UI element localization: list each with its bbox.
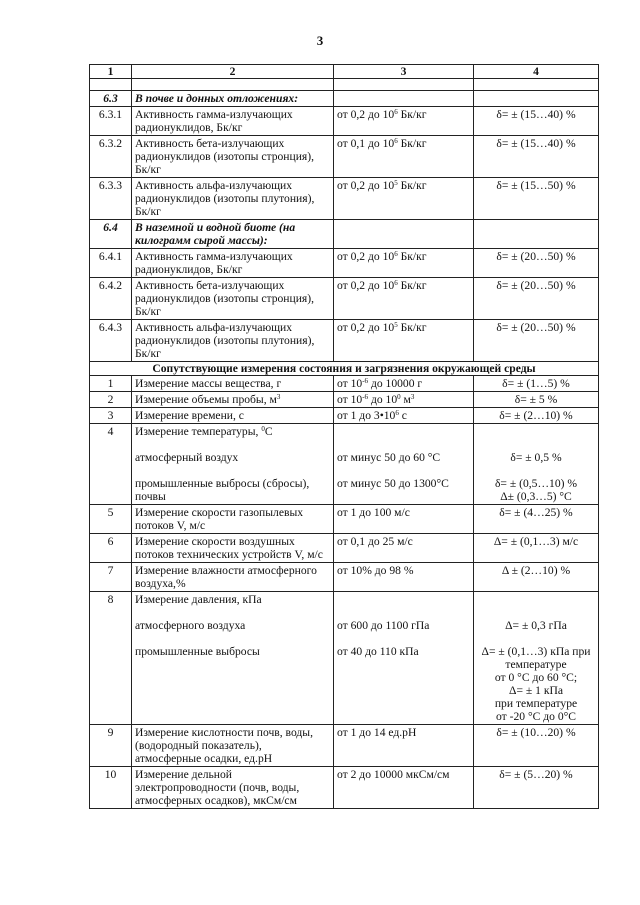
row-accuracy: δ= ± (1…5) %: [474, 376, 599, 392]
row-range: от 0,2 до $10^6$ Бк/кг: [334, 278, 474, 320]
row-number: 6.3.1: [90, 107, 132, 136]
row-description: Измерение скорости газопылевых потоков V, м/с: [132, 505, 334, 534]
row-range: от 10% до 98 %: [334, 563, 474, 592]
companion-title: Сопутствующие измерения состояния и загрязнения окружающей среды: [90, 362, 599, 376]
row-number: 7: [90, 563, 132, 592]
row-description: Активность альфа-излучающих радионуклидов (изотопы плутония), Бк/кг: [132, 320, 334, 362]
table-row-c10: [90, 767, 599, 809]
row-accuracy: δ= ± (10…20) %: [474, 725, 599, 767]
table-row-c8: [90, 592, 599, 725]
table-row-6-3-3: [90, 178, 599, 220]
table-row-c3: [90, 408, 599, 424]
row-range: от 1 до $3•10^6$ с: [334, 408, 474, 424]
row-description: Измерение скорости воздушных потоков технических устройств V, м/с: [132, 534, 334, 563]
row-accuracy: δ= ± (5…20) %: [474, 767, 599, 809]
table-row-c2: [90, 392, 599, 408]
row-accuracy: δ= ± (4…25) %: [474, 505, 599, 534]
section-title: В почве и донных отложениях:: [132, 91, 334, 107]
row-description: Измерение влажности атмосферного воздуха,%: [132, 563, 334, 592]
spacer-row: [90, 79, 599, 91]
row-description: Измерение времени, с: [132, 408, 334, 424]
table-row-6-3-2: [90, 136, 599, 178]
row-accuracy: δ= ± (2…10) %: [474, 408, 599, 424]
sub-item-emissions: промышленные выбросы: [135, 645, 260, 658]
table-row-c1: [90, 376, 599, 392]
row-accuracy: Δ ± (2…10) %: [474, 563, 599, 592]
column-header-3: 3: [334, 65, 474, 79]
row-number: 6.4.2: [90, 278, 132, 320]
row-number: 6.4.1: [90, 249, 132, 278]
row-range: от 2 до 10000 мкСм/см: [334, 767, 474, 809]
section-heading-6-3: [90, 91, 599, 107]
row-description: Активность бета-излучающих радионуклидов (изотопы стронция), Бк/кг: [132, 136, 334, 178]
row-accuracy: δ= ± (15…50) %: [474, 178, 599, 220]
row-number: 5: [90, 505, 132, 534]
table-row-c7: [90, 563, 599, 592]
column-header-2: 2: [132, 65, 334, 79]
section-number: 6.3: [90, 91, 132, 107]
row-accuracy: δ= ± (20…50) %: [474, 249, 599, 278]
row-accuracy: δ= ± (20…50) %: [474, 320, 599, 362]
row-accuracy: δ= ± 5 %: [474, 392, 599, 408]
row-range: от минус 50 до 60 °С от минус 50 до 1300°С: [334, 424, 474, 505]
row-number: 3: [90, 408, 132, 424]
sub-item-air: атмосферный воздух: [135, 451, 239, 464]
row-range: от 1 до 100 м/с: [334, 505, 474, 534]
section-title: В наземной и водной биоте (на килограмм сырой массы):: [132, 220, 334, 249]
table-row-c5: [90, 505, 599, 534]
row-number: 9: [90, 725, 132, 767]
table-row-6-4-2: [90, 278, 599, 320]
row-number: 6.3.3: [90, 178, 132, 220]
column-header-4: 4: [474, 65, 599, 79]
section-heading-6-4: [90, 220, 599, 249]
row-accuracy: δ= ± (20…50) %: [474, 278, 599, 320]
row-number: 1: [90, 376, 132, 392]
row-number: 4: [90, 424, 132, 505]
row-description: Активность гамма-излучающих радионуклидов, Бк/кг: [132, 107, 334, 136]
row-description: Измерение давления, кПа атмосферного воздуха промышленные выбросы: [132, 592, 334, 725]
table-row-6-4-3: [90, 320, 599, 362]
row-accuracy: δ= ± (15…40) %: [474, 136, 599, 178]
row-range: от 600 до 1100 гПа от 40 до 110 кПа: [334, 592, 474, 725]
table-row-c6: [90, 534, 599, 563]
row-description: Измерение температуры, $^0$С атмосферный воздух промышленные выбросы (сбросы), почвы: [132, 424, 334, 505]
row-number: 10: [90, 767, 132, 809]
row-description: Активность бета-излучающих радионуклидов (изотопы стронция), Бк/кг: [132, 278, 334, 320]
row-description: Измерение дельной электропроводности (почв, воды, атмосферных осадков), мкСм/см: [132, 767, 334, 809]
row-accuracy: Δ= ± 0,3 гПа Δ= ± (0,1…3) кПа при температуре от 0 °С до 60 °С; Δ= ± 1 кПа при температуре от -20 °С до 0°С: [474, 592, 599, 725]
row-range: от 0,2 до $10^6$ Бк/кг: [334, 249, 474, 278]
row-range: от 0,2 до $10^5$ Бк/кг: [334, 320, 474, 362]
row-accuracy: δ= ± (15…40) %: [474, 107, 599, 136]
row-range: от 1 до 14 ед.рН: [334, 725, 474, 767]
row-number: 6: [90, 534, 132, 563]
table-row-6-3-1: [90, 107, 599, 136]
row-range: от 0,2 до $10^5$ Бк/кг: [334, 178, 474, 220]
sub-item-emissions: промышленные выбросы (сбросы), почвы: [135, 477, 310, 503]
row-range: от 0,1 до $10^6$ Бк/кг: [334, 136, 474, 178]
page-number: 3: [316, 33, 324, 48]
row-range: от $10^{-6}$ до 10000 г: [334, 376, 474, 392]
row-description: Измерение объемы пробы, $м^3$: [132, 392, 334, 408]
row-description: Измерение кислотности почв, воды, (водородный показатель), атмосферные осадки, ед.рН: [132, 725, 334, 767]
row-description: Активность альфа-излучающих радионуклидов (изотопы плутония), Бк/кг: [132, 178, 334, 220]
column-header-row: [90, 65, 599, 79]
table-row-6-4-1: [90, 249, 599, 278]
row-range: от 0,1 до 25 м/с: [334, 534, 474, 563]
row-number: 8: [90, 592, 132, 725]
row-range: от 0,2 до $10^6$ Бк/кг: [334, 107, 474, 136]
row-accuracy: Δ= ± (0,1…3) м/с: [474, 534, 599, 563]
table-row-c9: [90, 725, 599, 767]
row-number: 2: [90, 392, 132, 408]
table-row-c4: [90, 424, 599, 505]
sub-item-air: атмосферного воздуха: [135, 619, 246, 632]
companion-heading-row: [90, 362, 599, 376]
row-description: Активность гамма-излучающих радионуклидов, Бк/кг: [132, 249, 334, 278]
row-description: Измерение массы вещества, г: [132, 376, 334, 392]
spec-table: [89, 64, 599, 809]
row-range: от $10^{-6}$ до $10^0$ $м^3$: [334, 392, 474, 408]
column-header-1: 1: [90, 65, 132, 79]
row-number: 6.3.2: [90, 136, 132, 178]
row-accuracy: δ= ± 0,5 % δ= ± (0,5…10) % Δ± (0,3…5) °С: [474, 424, 599, 505]
row-number: 6.4.3: [90, 320, 132, 362]
section-number: 6.4: [90, 220, 132, 249]
